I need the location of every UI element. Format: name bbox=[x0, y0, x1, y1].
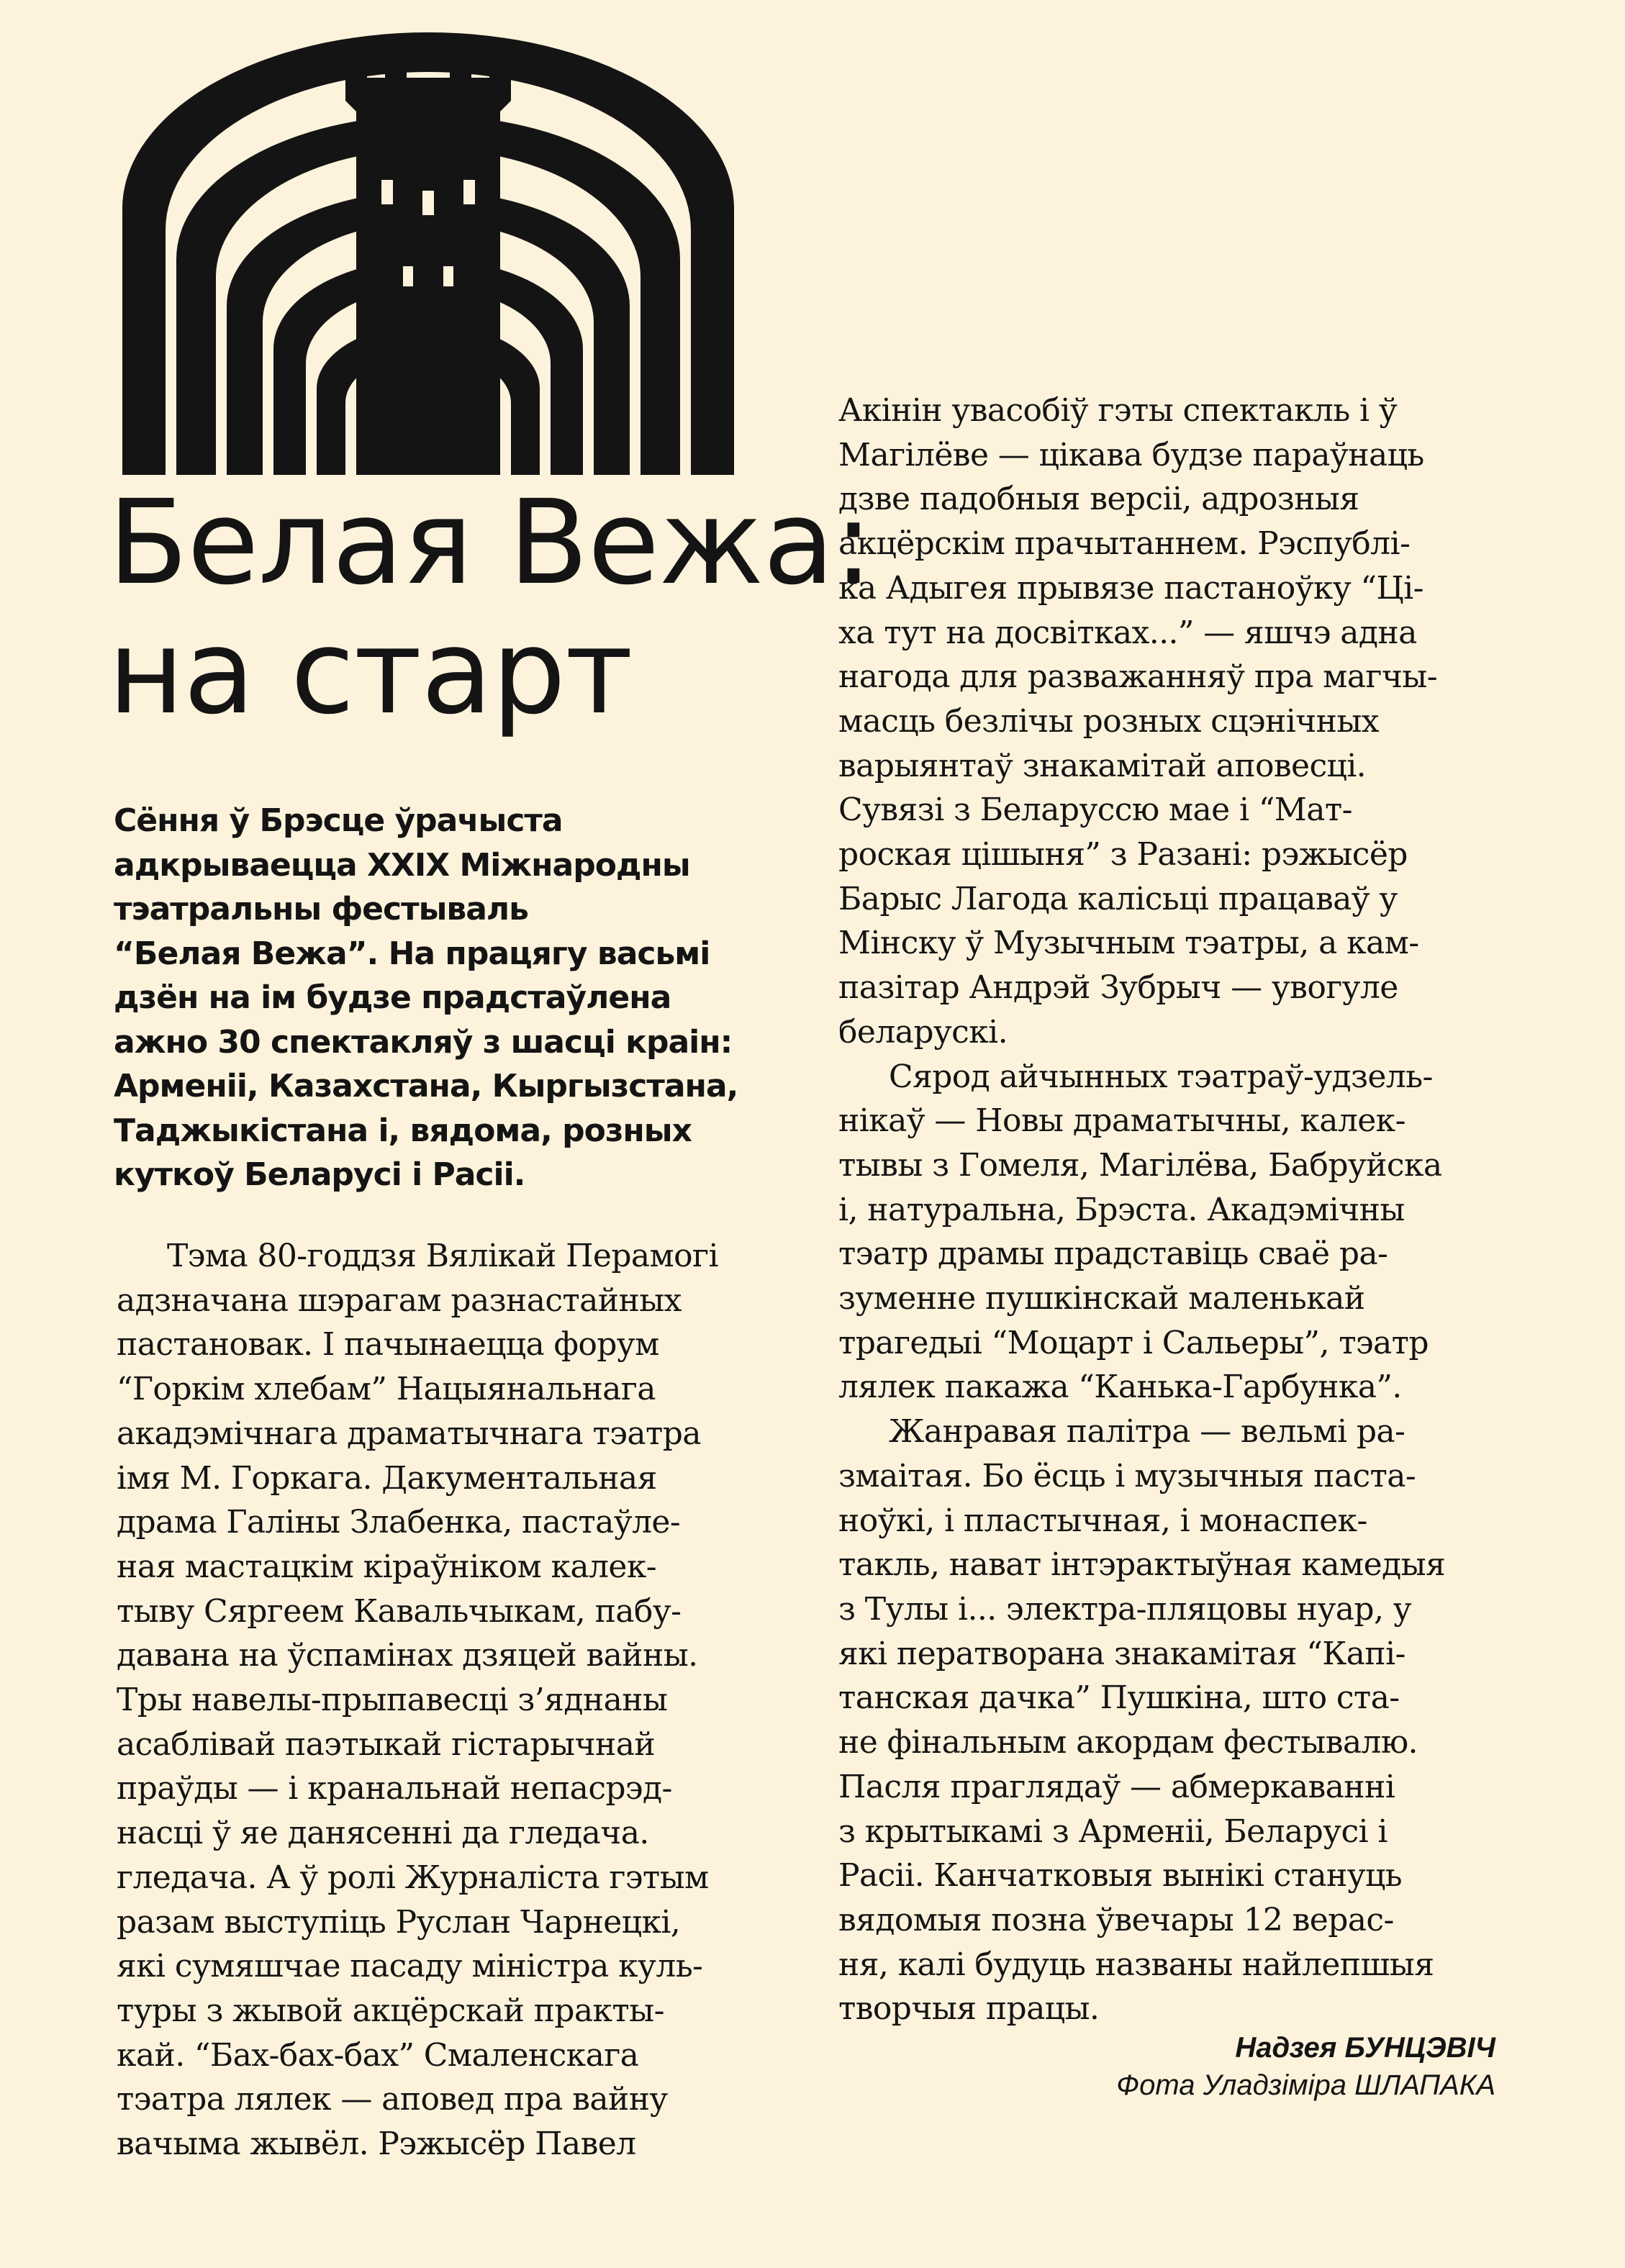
body-line: які ператворана знакамітая “Капі- bbox=[838, 1635, 1406, 1672]
article-column-left bbox=[117, 1234, 779, 2167]
body-line: беларускі. bbox=[838, 1013, 1008, 1051]
festival-logo bbox=[108, 22, 748, 475]
body-line: разам выступіць Руслан Чарнецкі, bbox=[117, 1903, 681, 1941]
body-line: зуменне пушкінскай маленькай bbox=[838, 1280, 1365, 1317]
body-line: тыву Сяргеем Кавальчыкам, пабу- bbox=[117, 1592, 682, 1630]
body-line: роская цішыня” з Разані: рэжысёр bbox=[838, 836, 1408, 874]
body-line: Жанравая палітра — вельмі ра- bbox=[889, 1413, 1406, 1451]
lead-line: “Белая Вежа”. На працягу васьмі bbox=[114, 935, 710, 972]
body-line: не фінальным акордам фестывалю. bbox=[838, 1724, 1418, 1761]
headline-line-1: Белая Вежа: bbox=[108, 476, 873, 611]
photo-credit: Фота Уладзіміра ШЛАПАКА bbox=[1116, 2069, 1495, 2101]
body-line: змаітая. Бо ёсць і музычныя паста- bbox=[838, 1457, 1416, 1494]
lead-line: ажно 30 спектакляў з шасці краін: bbox=[114, 1023, 733, 1061]
body-line: тывы з Гомеля, Магілёва, Бабруйска bbox=[838, 1146, 1442, 1184]
body-line: танская дачка” Пушкіна, што ста- bbox=[838, 1679, 1400, 1717]
lead-line: Арменіі, Казахстана, Кыргызстана, bbox=[114, 1068, 738, 1104]
lead-line: адкрываецца XXIX Міжнародны bbox=[114, 846, 690, 884]
article-credits bbox=[1116, 2029, 1495, 2104]
body-line: драма Галіны Злабенка, пастаўле- bbox=[117, 1504, 681, 1541]
body-line: лялек пакажа “Канька-Гарбунка”. bbox=[838, 1369, 1402, 1406]
lead-line: Сёння ў Брэсце ўрачыста bbox=[114, 802, 563, 839]
body-line: Пасля праглядаў — абмеркаванні bbox=[838, 1768, 1395, 1805]
body-line: пастановак. І пачынаецца форум bbox=[117, 1326, 659, 1364]
body-line: Акінін увасобіў гэты спектакль і ў bbox=[838, 392, 1398, 429]
body-line: ная мастацкім кіраўніком калек- bbox=[117, 1548, 657, 1585]
author-name: Надзея БУНЦЭВІЧ bbox=[1235, 2032, 1495, 2064]
body-line: Сярод айчынных тэатраў-удзель- bbox=[889, 1058, 1433, 1095]
lead-line: дзён на ім будзе прадстаўлена bbox=[114, 979, 671, 1016]
body-line: давана на ўспамінах дзяцей вайны. bbox=[117, 1637, 698, 1674]
body-line: з Тулы і... электра-пляцовы нуар, у bbox=[838, 1590, 1412, 1628]
body-line: Расіі. Канчатковыя вынікі стануць bbox=[838, 1857, 1403, 1895]
article-column-right bbox=[838, 389, 1508, 2031]
body-line: адзначана шэрагам разнастайных bbox=[117, 1282, 682, 1319]
body-line: гледача. А ў ролі Журналіста гэтым bbox=[117, 1859, 709, 1896]
body-line: і, натуральна, Брэста. Акадэмічны bbox=[838, 1191, 1405, 1228]
body-line: пазітар Андрэй Зубрыч — увогуле bbox=[838, 969, 1398, 1007]
body-line: вядомыя позна ўвечары 12 верас- bbox=[838, 1901, 1394, 1938]
body-line: Тэма 80-годдзя Вялікай Перамогі bbox=[167, 1238, 718, 1274]
body-line: з крытыкамі з Арменіі, Беларусі і bbox=[838, 1813, 1388, 1850]
body-line: дзве падобныя версіі, адрозныя bbox=[838, 481, 1359, 518]
body-line: нагода для разважанняў пра магчы- bbox=[838, 658, 1437, 696]
lead-line: куткоў Беларусі і Расіі. bbox=[114, 1156, 525, 1193]
body-line: Сувязі з Беларуссю мае і “Мат- bbox=[838, 791, 1352, 829]
body-line: насці ў яе данясенні да гледача. bbox=[117, 1815, 649, 1852]
body-line: тэатра лялек — аповед пра вайну bbox=[117, 2081, 668, 2118]
body-line: туры з жывой акцёрскай практы- bbox=[117, 1992, 664, 2029]
body-line: Мінску ў Музычным тэатры, а кам- bbox=[838, 925, 1419, 962]
body-line: ка Адыгея прывязе пастаноўку “Ці- bbox=[838, 569, 1423, 607]
body-line: “Горкім хлебам” Нацыянальнага bbox=[117, 1371, 656, 1408]
body-line: кай. “Бах-бах-бах” Смаленскага bbox=[117, 2036, 639, 2074]
headline-line-2: на старт bbox=[108, 605, 633, 740]
body-line: Барыс Лагода калісьці працаваў у bbox=[838, 880, 1398, 917]
lead-line: Таджыкістана і, вядома, розных bbox=[114, 1112, 692, 1149]
body-line: Магілёве — цікава будзе параўнаць bbox=[838, 436, 1424, 473]
body-line: праўды — і кранальнай непасрэд- bbox=[117, 1770, 672, 1807]
body-line: які сумяшчае пасаду міністра куль- bbox=[117, 1948, 703, 1985]
body-line: Тры навелы-прыпавесці з’яднаны bbox=[117, 1682, 668, 1719]
body-line: імя М. Горкага. Дакументальная bbox=[117, 1459, 657, 1497]
body-line: тэатр драмы прадставіць сваё ра- bbox=[838, 1235, 1388, 1273]
body-line: акадэмічнага драматычнага тэатра bbox=[117, 1415, 701, 1452]
body-line: асаблівай паэтыкай гістарычнай bbox=[117, 1725, 656, 1763]
body-line: ноўкі, і пластычная, і монаспек- bbox=[838, 1502, 1367, 1539]
body-line: трагедыі “Моцарт і Сальеры”, тэатр bbox=[838, 1324, 1429, 1361]
lead-line: тэатральны фестываль bbox=[114, 891, 528, 927]
body-line: вачыма жывёл. Рэжысёр Павел bbox=[117, 2126, 636, 2163]
lead-paragraph bbox=[114, 799, 790, 1197]
body-line: такль, нават інтэрактыўная камедыя bbox=[838, 1546, 1446, 1584]
body-line: масць безлічы розных сцэнічных bbox=[838, 702, 1380, 740]
body-line: творчыя працы. bbox=[838, 1990, 1100, 2028]
body-line: ня, калі будуць названы найлепшыя bbox=[838, 1946, 1434, 1983]
body-line: ха тут на досвітках...” — яшчэ адна bbox=[838, 614, 1417, 651]
body-line: варыянтаў знакамітай аповесці. bbox=[838, 747, 1367, 784]
body-line: акцёрскім прачытаннем. Рэспублі- bbox=[838, 525, 1411, 563]
body-line: нікаў — Новы драматычны, калек- bbox=[838, 1102, 1406, 1140]
headline bbox=[108, 476, 873, 740]
